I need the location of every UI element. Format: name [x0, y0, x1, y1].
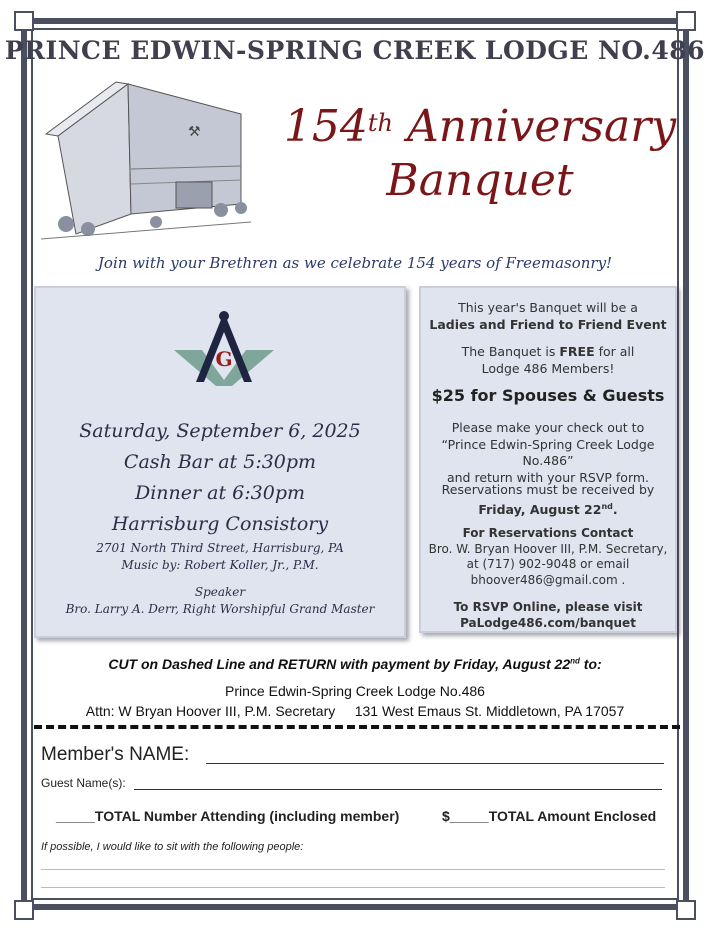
cut-instructions: CUT on Dashed Line and RETURN with payment by Friday, August 22nd to:: [108, 656, 602, 672]
seating-request-label: If possible, I would like to sit with the following people:: [41, 841, 304, 853]
music-credit: Music by: Robert Koller, Jr., P.M.: [121, 558, 319, 572]
guest-names-label: Guest Name(s):: [41, 776, 126, 790]
member-name-field[interactable]: [206, 763, 664, 764]
contact-heading: For Reservations Contact: [462, 526, 634, 540]
venue-address: 2701 North Third Street, Harrisburg, PA: [96, 541, 344, 555]
total-amount-field[interactable]: $_____TOTAL Amount Enclosed: [442, 808, 657, 824]
speaker-name: Bro. Larry A. Derr, Right Worshipful Grand Master: [65, 602, 375, 616]
contact-name: Bro. W. Bryan Hoover III, P.M. Secretary,: [428, 541, 668, 556]
free-note: The Banquet is FREE for all: [461, 344, 635, 359]
banquet-word: Banquet: [386, 155, 574, 206]
reservation-deadline: Friday, August 22: [478, 501, 602, 517]
anniversary-number: 154: [283, 101, 368, 152]
event-type: Ladies and Friend to Friend Event: [429, 316, 667, 332]
guest-price: $25 for Spouses & Guests: [431, 386, 665, 405]
return-address-line: [0, 703, 710, 719]
anniversary-suffix: th: [367, 109, 393, 137]
check-instructions: Please make your check out to: [451, 420, 645, 435]
cash-bar-time: Cash Bar at 5:30pm: [123, 451, 317, 473]
event-details-panel: [34, 286, 406, 638]
event-date: Saturday, September 6, 2025: [79, 420, 361, 442]
dinner-time: Dinner at 6:30pm: [135, 482, 305, 504]
event-type-intro: This year's Banquet will be a: [458, 300, 638, 315]
return-street: 131 West Emaus St. Middletown, PA 17057: [354, 703, 625, 719]
anniversary-word: Anniversary: [406, 101, 677, 152]
reservation-deadline-suffix: nd: [601, 501, 613, 511]
rsvp-online-label: To RSVP Online, please visit: [453, 600, 643, 614]
seating-request-line[interactable]: [41, 869, 665, 870]
cut-dashed-line: [34, 725, 680, 729]
check-return: and return with your RSVP form.: [446, 469, 650, 485]
lodge-building-illustration: [36, 74, 261, 244]
reservation-deadline-label: Reservations must be received by: [441, 482, 655, 497]
members-note: Lodge 486 Members!: [481, 360, 615, 376]
emblem-letter: G: [215, 347, 233, 371]
anniversary-heading: [280, 100, 680, 208]
corner-ornament: [676, 11, 696, 31]
info-panel: This year's Banquet will be a Ladies and Friend to Friend Event The Banquet is FREE for all Lodge 486 Members! $25 for Spouses & Guests Please make your check out to “Prince Edwin-Spring Creek Lodge No.486” and return with your RSVP form. Reservations must be received by Friday, August 22nd. For Reservations Contact Bro. W. Bryan Hoover III, P.M. Secretary, at (717) 902-9048 or email bhoover486@gmail.com . To RSVP Online, please visit PaLodge486.com/banquet: [419, 286, 677, 633]
contact-phone: at (717) 902-9048 or email: [466, 557, 630, 571]
tagline: Join with your Brethren as we celebrate 154 years of Freemasonry!: [97, 254, 613, 272]
venue-name: Harrisburg Consistory: [111, 513, 329, 535]
speaker-label: Speaker: [194, 585, 246, 599]
square-and-compass-icon: [172, 310, 276, 388]
member-name-label: Member's NAME:: [41, 744, 190, 765]
rsvp-online-link[interactable]: PaLodge486.com/banquet: [460, 615, 636, 630]
seating-request-line[interactable]: [41, 887, 665, 888]
svg-text:⚒: ⚒: [188, 124, 201, 140]
return-address-name: Prince Edwin-Spring Creek Lodge No.486: [225, 683, 485, 699]
contact-email: bhoover486@gmail.com .: [470, 572, 626, 587]
return-attn: Attn: W Bryan Hoover III, P.M. Secretary: [85, 703, 336, 719]
corner-ornament: [676, 900, 696, 920]
lodge-title: PRINCE EDWIN-SPRING CREEK LODGE NO.486: [4, 36, 706, 65]
check-payee: “Prince Edwin-Spring Creek Lodge No.486”: [441, 436, 655, 468]
guest-names-field[interactable]: [134, 789, 662, 790]
corner-ornament: [14, 11, 34, 31]
corner-ornament: [14, 900, 34, 920]
total-attending-field[interactable]: _____TOTAL Number Attending (including member): [56, 808, 400, 824]
